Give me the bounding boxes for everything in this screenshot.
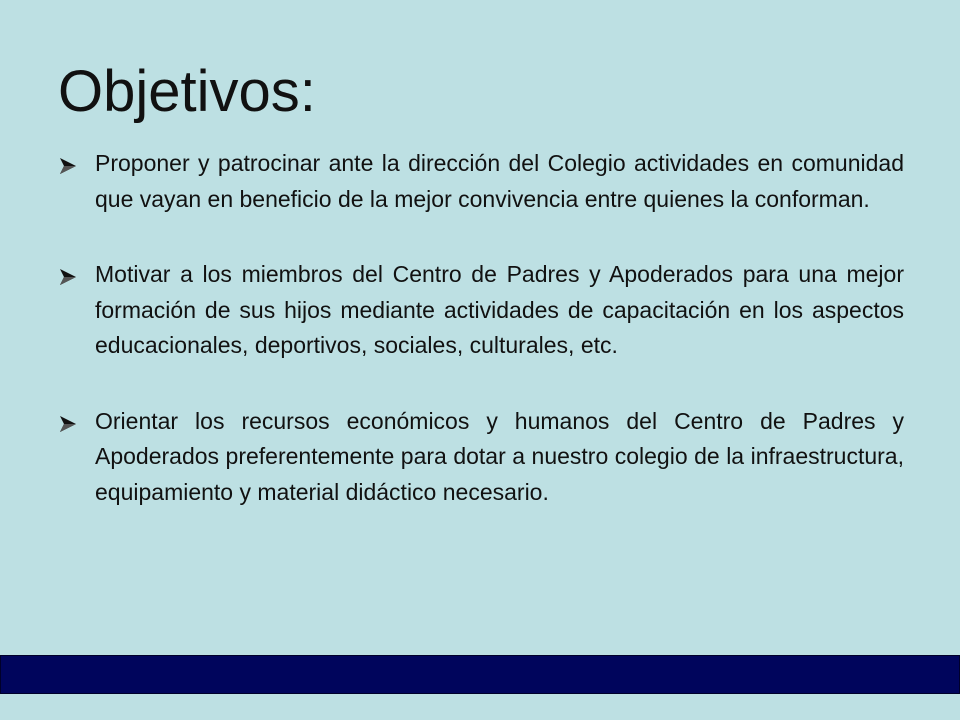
objectives-list <box>58 146 904 550</box>
arrowhead-bullet-icon <box>58 156 78 176</box>
bullet-text: Proponer y patrocinar ante la dirección del Colegio actividades en comunidad que vayan en beneficio de la mejor convivencia entre quienes la conforman. <box>95 150 904 212</box>
bullet-text: Motivar a los miembros del Centro de Padres y Apoderados para una mejor formación de sus hijos mediante actividades de capacitación en los aspectos educacionales, deportivos, sociales, culturales, etc. <box>95 261 904 358</box>
slide-title: Objetivos: <box>58 59 316 124</box>
bullet-text: Orientar los recursos económicos y humanos del Centro de Padres y Apoderados preferentemente para dotar a nuestro colegio de la infraestructura, equipamiento y material didáctico necesario. <box>95 407 904 505</box>
list-item <box>58 404 904 511</box>
arrowhead-bullet-icon <box>58 414 78 434</box>
arrowhead-bullet-icon <box>58 267 78 287</box>
footer-bar <box>0 655 960 694</box>
list-item <box>58 257 904 364</box>
list-item <box>58 146 904 217</box>
